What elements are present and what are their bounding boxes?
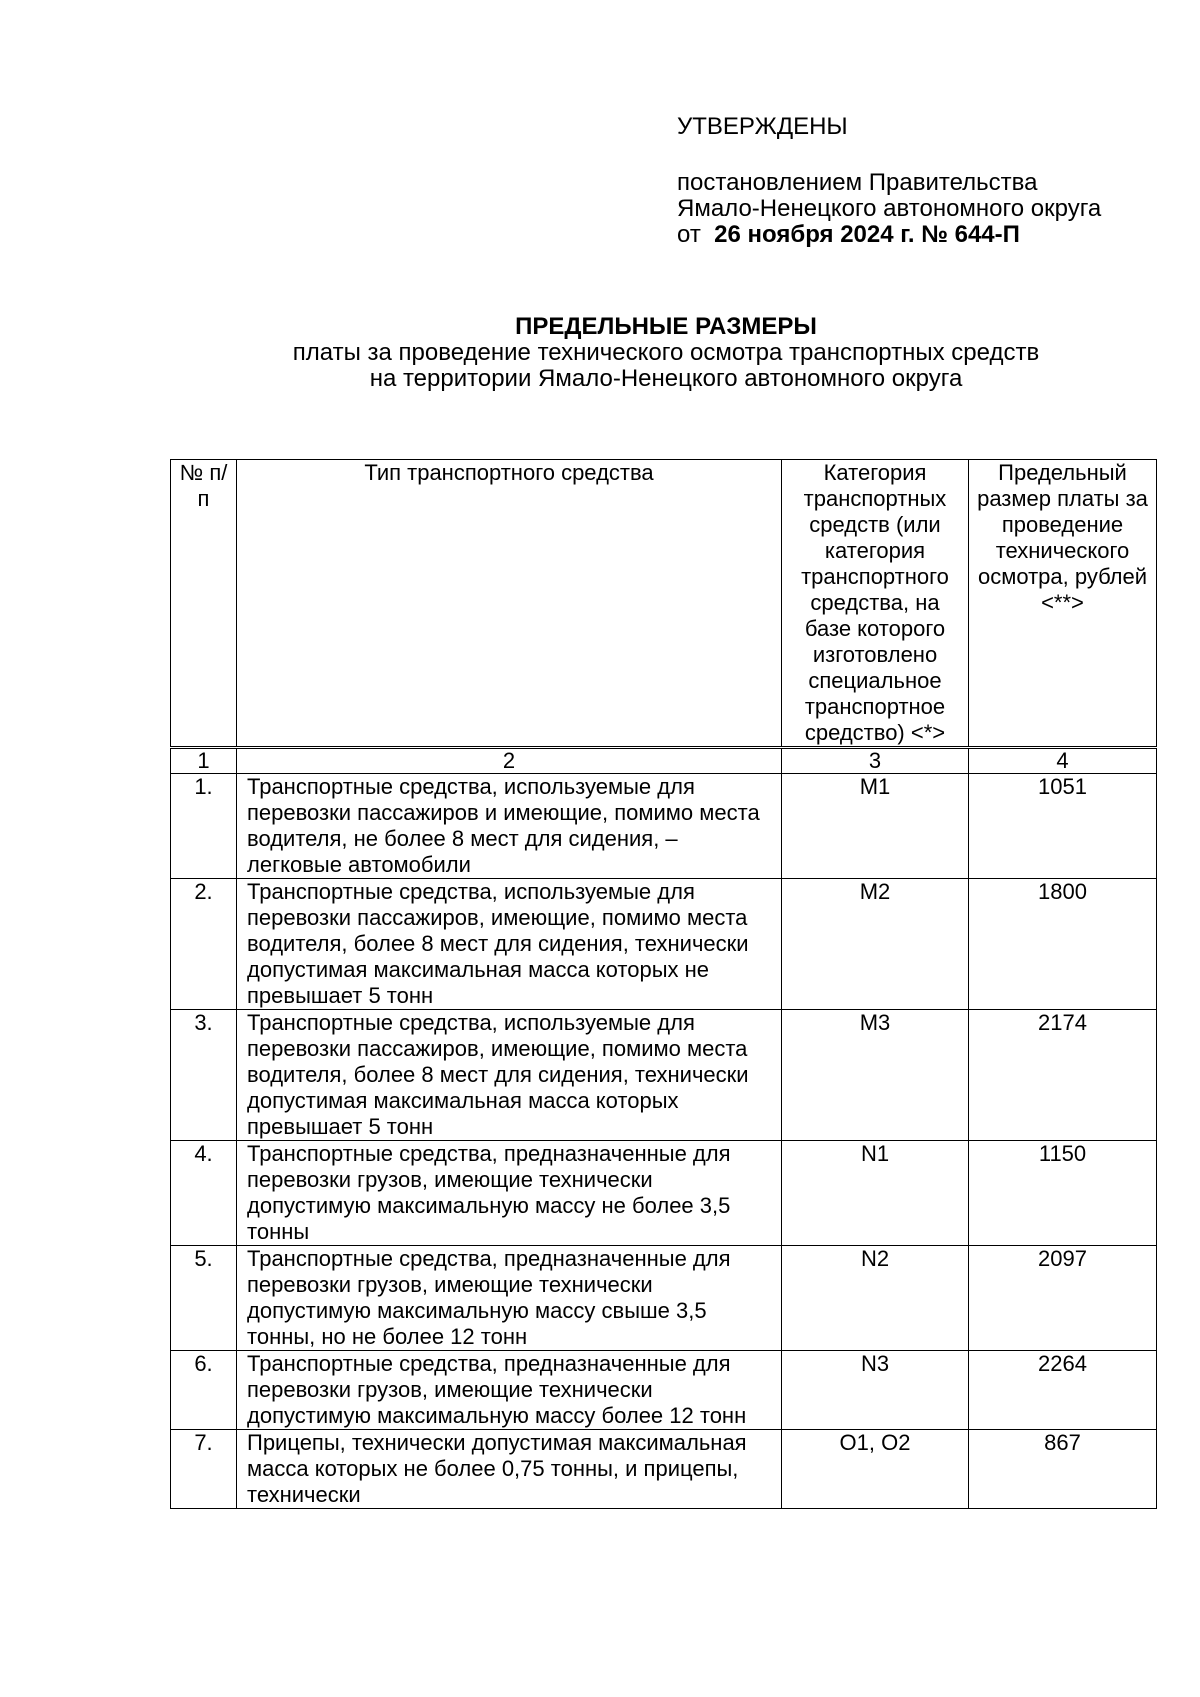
row-fee: 1800 — [969, 879, 1157, 1010]
document-title-block — [0, 314, 1200, 392]
table-row — [171, 1246, 1157, 1351]
approval-line-2: Ямало-Ненецкого автономного округа — [677, 195, 1102, 222]
row-category: N1 — [782, 1141, 969, 1246]
row-num: 3. — [171, 1010, 237, 1141]
date-value: 26 ноября 2024 г. № 644-П — [714, 221, 1020, 248]
row-fee: 2174 — [969, 1010, 1157, 1141]
row-type: Транспортные средства, предназначенные для перевозки грузов, имеющие технически допустимую максимальную массу более 12 тонн — [237, 1351, 782, 1430]
table-row — [171, 1351, 1157, 1430]
row-fee: 867 — [969, 1430, 1157, 1509]
row-type: Прицепы, технически допустимая максимальная масса которых не более 0,75 тонны, и прицепы, технически — [237, 1430, 782, 1509]
row-num: 6. — [171, 1351, 237, 1430]
row-category: N2 — [782, 1246, 969, 1351]
approval-date-line — [677, 222, 1177, 248]
fees-table — [170, 459, 1157, 1509]
row-num: 4. — [171, 1141, 237, 1246]
row-fee: 1150 — [969, 1141, 1157, 1246]
document-subtitle-2: на территории Ямало-Ненецкого автономного округа — [369, 365, 963, 392]
row-num: 7. — [171, 1430, 237, 1509]
row-type: Транспортные средства, предназначенные для перевозки грузов, имеющие технически допустимую максимальную массу не более 3,5 тонны — [237, 1141, 782, 1246]
header-num: № п/п — [171, 460, 237, 748]
document-title: ПРЕДЕЛЬНЫЕ РАЗМЕРЫ — [515, 313, 817, 340]
row-type: Транспортные средства, предназначенные для перевозки грузов, имеющие технически допустимую максимальную массу свыше 3,5 тонны, но не более 12 тонн — [237, 1246, 782, 1351]
table-row — [171, 1430, 1157, 1509]
row-category: N3 — [782, 1351, 969, 1430]
header-category: Категория транспортных средств (или категория транспортного средства, на базе которого изготовлено специальное транспортное средство) <*> — [782, 460, 969, 748]
table-row — [171, 774, 1157, 879]
table-row — [171, 1141, 1157, 1246]
approved-label: УТВЕРЖДЕНЫ — [677, 113, 848, 140]
column-number: 1 — [171, 748, 237, 774]
column-number: 3 — [782, 748, 969, 774]
date-prefix: от — [677, 221, 701, 248]
approval-line-1: постановлением Правительства — [677, 169, 1038, 196]
row-fee: 1051 — [969, 774, 1157, 879]
column-number-row — [171, 748, 1157, 774]
approval-block — [677, 114, 1177, 248]
table-row — [171, 879, 1157, 1010]
row-category: O1, O2 — [782, 1430, 969, 1509]
row-fee: 2097 — [969, 1246, 1157, 1351]
table-row — [171, 1010, 1157, 1141]
row-type: Транспортные средства, используемые для перевозки пассажиров, имеющие, помимо места водителя, более 8 мест для сидения, технически допустимая максимальная масса которых не превышает 5 тонн — [237, 879, 782, 1010]
row-type: Транспортные средства, используемые для перевозки пассажиров, имеющие, помимо места водителя, более 8 мест для сидения, технически допустимая максимальная масса которых превышает 5 тонн — [237, 1010, 782, 1141]
row-num: 5. — [171, 1246, 237, 1351]
table-header-row — [171, 460, 1157, 748]
column-number: 2 — [237, 748, 782, 774]
header-fee: Предельный размер платы за проведение технического осмотра, рублей <**> — [969, 460, 1157, 748]
row-category: М2 — [782, 879, 969, 1010]
row-num: 1. — [171, 774, 237, 879]
row-category: М3 — [782, 1010, 969, 1141]
row-type: Транспортные средства, используемые для перевозки пассажиров и имеющие, помимо места водителя, не более 8 мест для сидения, – легковые автомобили — [237, 774, 782, 879]
row-num: 2. — [171, 879, 237, 1010]
header-type: Тип транспортного средства — [237, 460, 782, 748]
column-number: 4 — [969, 748, 1157, 774]
row-fee: 2264 — [969, 1351, 1157, 1430]
row-category: М1 — [782, 774, 969, 879]
document-subtitle-1: платы за проведение технического осмотра транспортных средств — [292, 339, 1040, 366]
